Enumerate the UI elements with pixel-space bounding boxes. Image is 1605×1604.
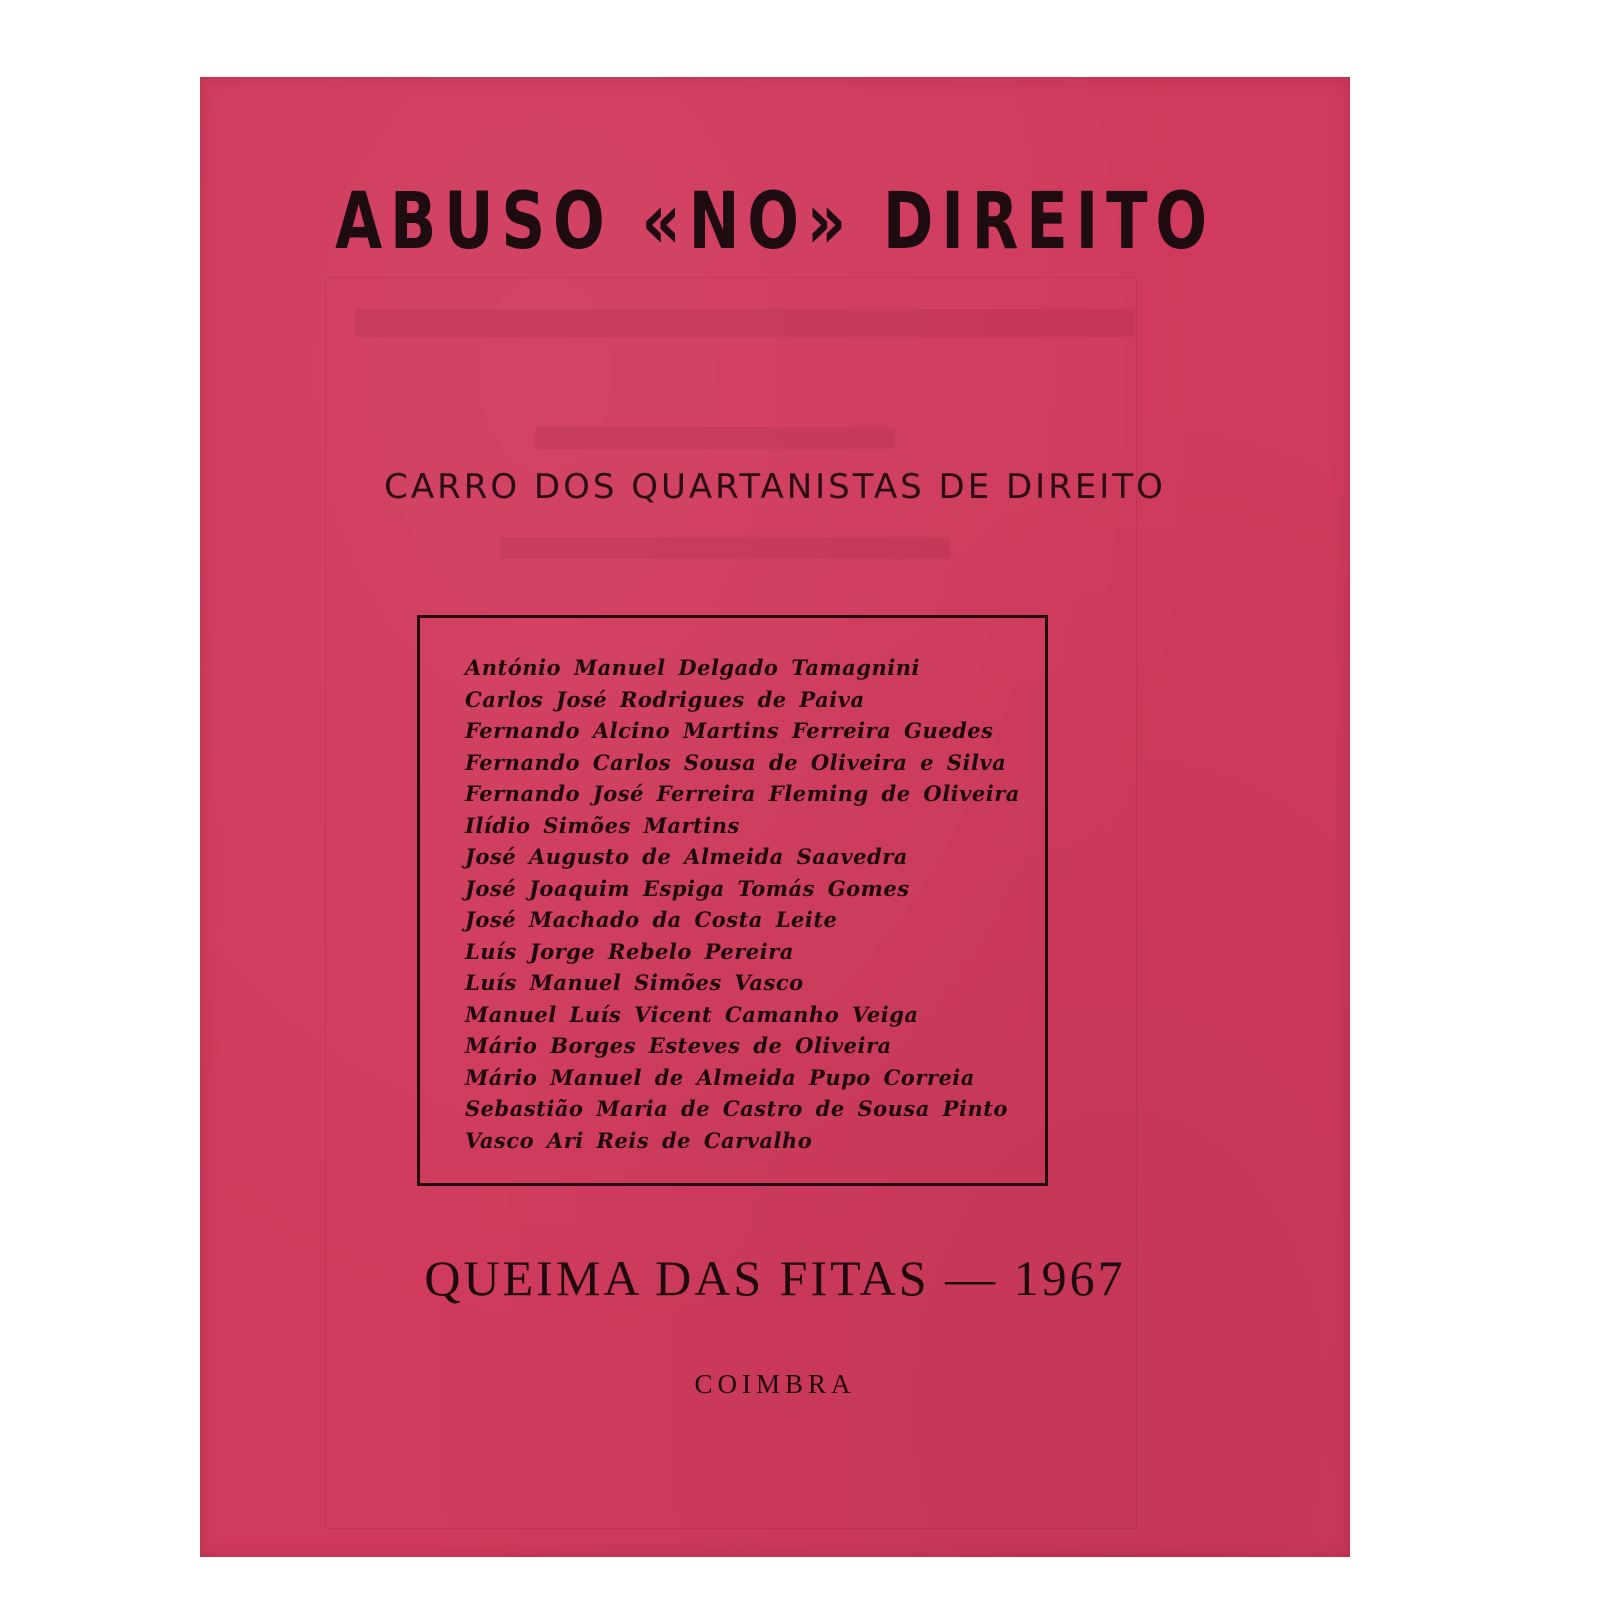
- name-item: Ilídio Simões Martins: [465, 812, 740, 838]
- event-title: QUEIMA DAS FITAS — 1967: [424, 1250, 1126, 1306]
- name-item: Fernando Alcino Martins Ferreira Guedes: [465, 718, 994, 743]
- name-item: José Joaquim Espiga Tomás Gomes: [465, 875, 910, 901]
- cover-title: ABUSO «NO» DIREITO: [335, 177, 1215, 267]
- name-item: Sebastião Maria de Castro de Sousa Pinto: [465, 1096, 1008, 1121]
- name-item: Mário Borges Esteves de Oliveira: [465, 1033, 892, 1058]
- name-item: Luís Jorge Rebelo Pereira: [465, 938, 794, 964]
- city-name: COIMBRA: [694, 1369, 856, 1399]
- name-item: José Augusto de Almeida Saavedra: [465, 844, 908, 869]
- name-item: José Machado da Costa Leite: [465, 907, 838, 932]
- name-item: Fernando José Ferreira Fleming de Oliveira: [465, 781, 1020, 806]
- booklet-cover: [200, 77, 1350, 1557]
- name-item: Vasco Ari Reis de Carvalho: [465, 1127, 813, 1153]
- name-item: Mário Manuel de Almeida Pupo Correia: [465, 1064, 975, 1090]
- show-through-text: [535, 427, 895, 449]
- cover-subtitle: CARRO DOS QUARTANISTAS DE DIREITO: [384, 467, 1166, 507]
- name-item: Fernando Carlos Sousa de Oliveira e Silva: [465, 749, 1007, 775]
- name-item: António Manuel Delgado Tamagnini: [465, 655, 920, 680]
- name-item: Luís Manuel Simões Vasco: [465, 970, 804, 995]
- name-item: Manuel Luís Vicent Camanho Veiga: [465, 1001, 919, 1027]
- show-through-text: [355, 309, 1135, 337]
- names-box: [417, 615, 1048, 1186]
- show-through-text: [500, 537, 950, 559]
- names-list: [465, 652, 1020, 1156]
- name-item: Carlos José Rodrigues de Paiva: [465, 686, 865, 712]
